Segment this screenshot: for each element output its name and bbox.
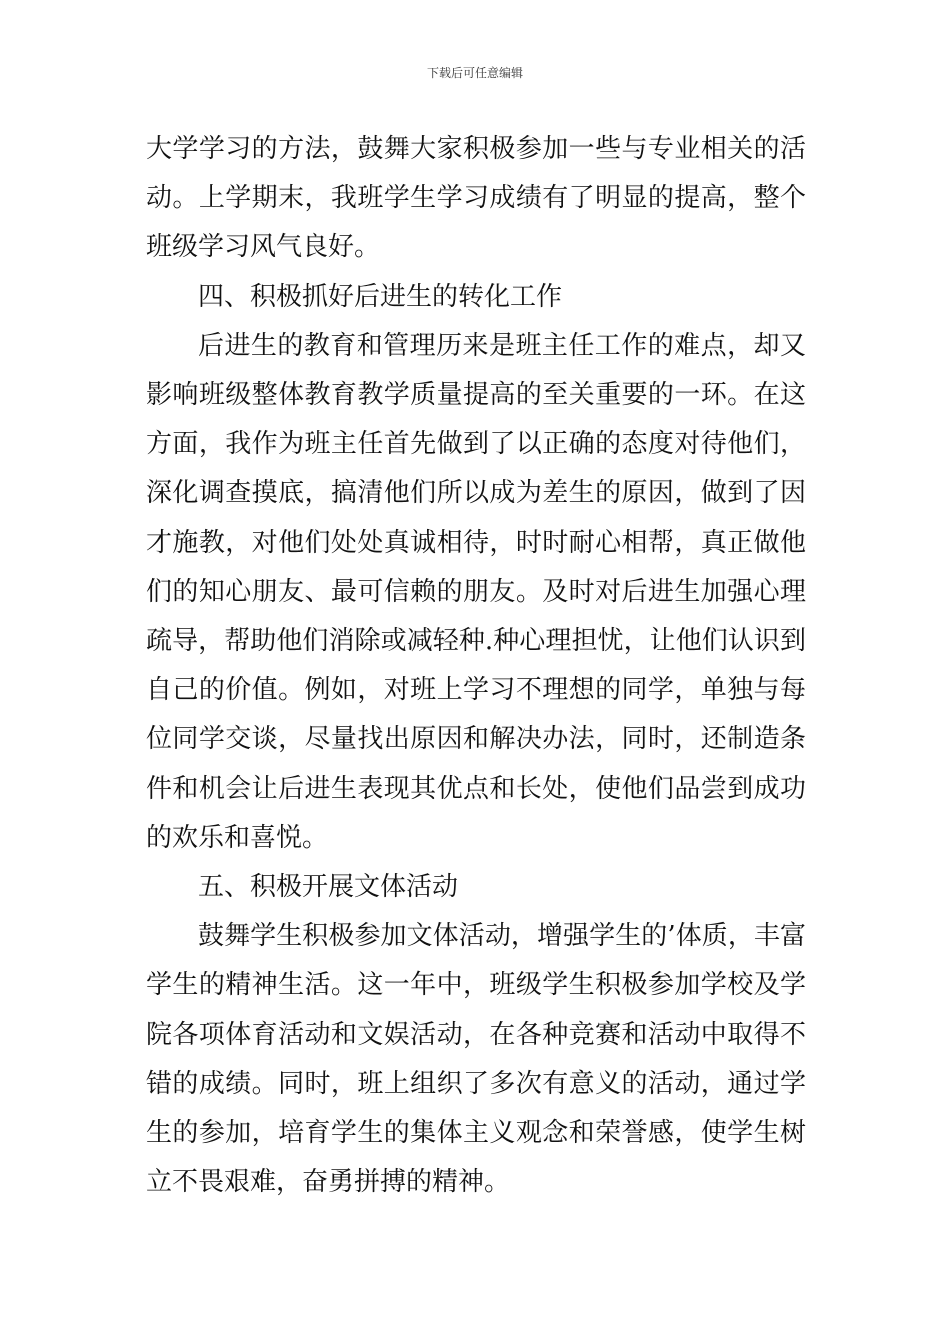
page-header-note: 下载后可任意编辑 — [426, 66, 523, 80]
section-heading-5: 五、积极开展文体活动 — [198, 872, 459, 903]
section-heading-4: 四、积极抓好后进生的转化工作 — [198, 281, 563, 312]
paragraph-continuation: 大学学习的方法，鼓舞大家积极参加一些与专业相关的活动。上学期末，我班学生学习成绩有了明显的提高，整个班级学习风气良好。 — [146, 134, 806, 263]
document-body — [146, 125, 806, 1207]
paragraph-underachievers: 后进生的教育和管理历来是班主任工作的难点，却又影响班级整体教育教学质量提高的至关重要的一环。在这方面，我作为班主任首先做到了以正确的态度对待他们，深化调查摸底，搞清他们所以成为差生的原因，做到了因才施教，对他们处处真诚相待，时时耐心相帮，真正做他们的知心朋友、最可信赖的朋友。及时对后进生加强心理疏导，帮助他们消除或减轻种.种心理担忧，让他们认识到自己的价值。例如，对班上学习不理想的同学，单独与每位同学交谈，尽量找出原因和解决办法，同时，还制造条件和机会让后进生表现其优点和长处，使他们品尝到成功的欢乐和喜悦。 — [146, 330, 806, 853]
paragraph-activities: 鼓舞学生积极参加文体活动，增强学生的’体质，丰富学生的精神生活。这一年中，班级学生积极参加学校及学院各项体育活动和文娱活动，在各种竞赛和活动中取得不错的成绩。同时，班上组织了多次有意义的活动，通过学生的参加，培育学生的集体主义观念和荣誉感，使学生树立不畏艰难，奋勇拼搏的精神。 — [146, 921, 806, 1198]
